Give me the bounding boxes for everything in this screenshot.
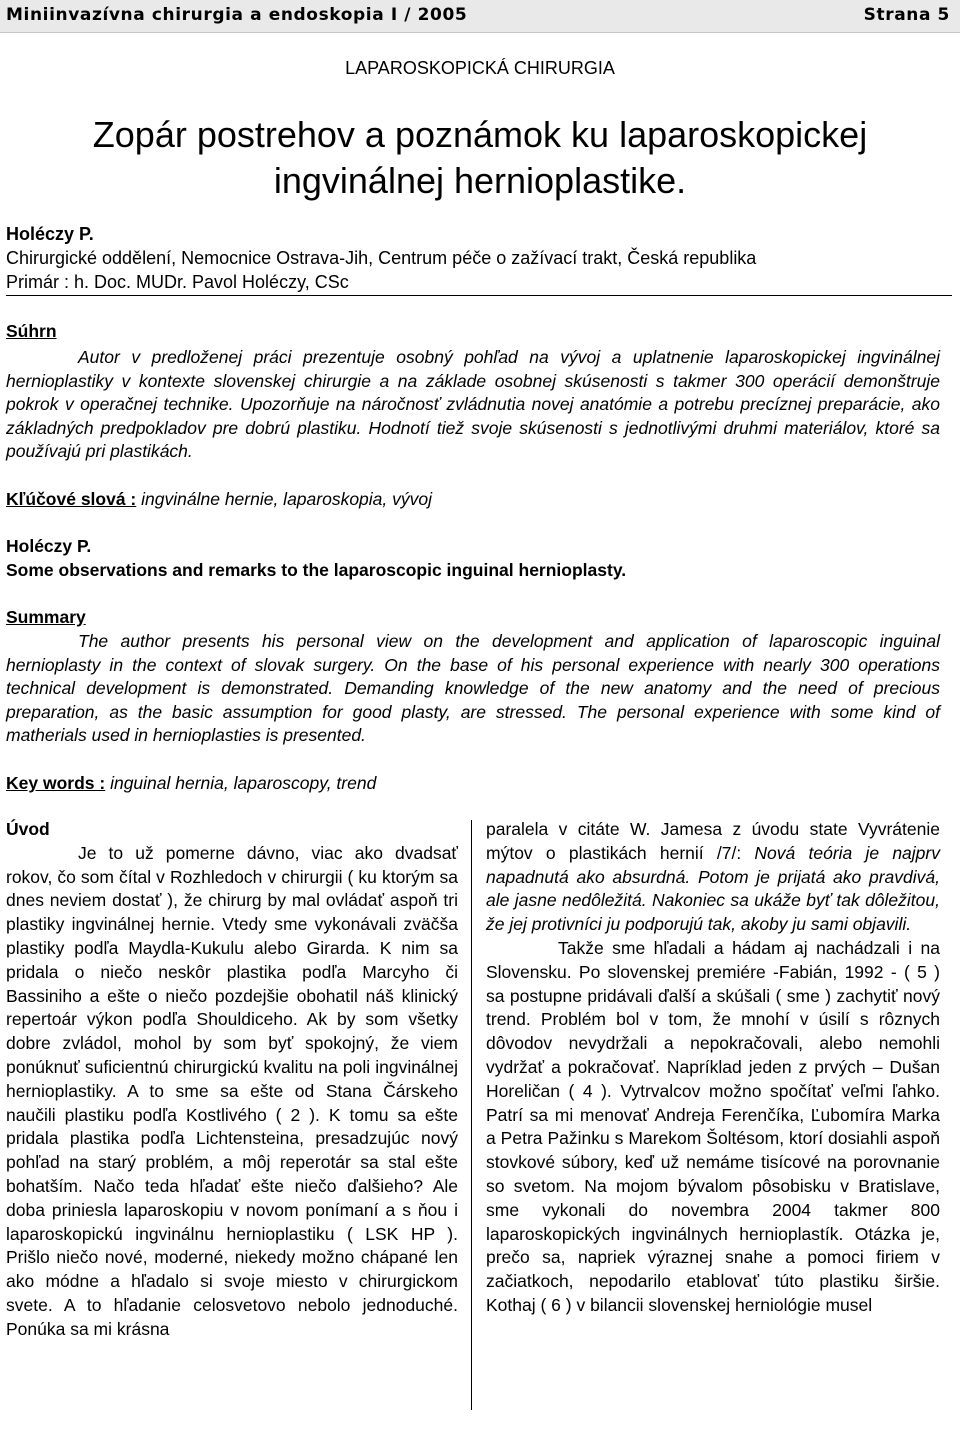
author-block: [6, 222, 756, 294]
en-abstract-heading: Summary: [6, 607, 86, 627]
en-keywords-value: inguinal hernia, laparoscopy, trend: [110, 773, 377, 793]
sk-abstract-heading-row: [6, 320, 940, 344]
slovakia-paragraph: Takže sme hľadali a hádam aj nachádzali i na Slovensku. Po slovenskej premiére -Fabián, 1992 - ( 5 ) sa postupne pridávali ďalší a skúšali ( sme ) zachytiť nový trend. Problém bol v tom, že mnohí v úsilí s rôznych dôvodov nevydržali a nepokračovali, alebo nemohli vydržať a pokračovať. Napríklad jeden z prvých – Dušan Horeličan ( 4 ). Vytrvalcov možno spočítať veľmi ľahko. Patrí sa mi menovať Andreja Ferenčíka, Ľubomíra Marka a Petra Pažinku s Marekom Šoltésom, ktorí dosiahli aspoň stovkové súbory, keď už nemáme tisícové na porovnanie so svetom. Na mojom bývalom pôsobisku v Bratislave, sme vykonali do novembra 2004 takmer 800 laparoskopických ingvinálnych hernioplastík. Otázka je, prečo sa, napriek výraznej snahe a pomoci firiem v začiatkoch, nepodarilo etablovať túto plastiku širšie. Kothaj ( 6 ) v bilancii slovenskej herniológie musel: [486, 937, 940, 1315]
section-label: LAPAROSKOPICKÁ CHIRURGIA: [345, 58, 615, 78]
en-title: Some observations and remarks to the laparoscopic inguinal hernioplasty.: [6, 560, 627, 580]
intro-paragraph: Je to už pomerne dávno, viac ako dvadsať rokov, čo som čítal v Rozhledoch v chirurgii ( ku ktorým sa dnes neviem dostať ), že chirurg by mal ovládať aspoň tri plastiky ingvinálnej hernie. Vtedy sme vykonávali zväčša plastiky podľa Maydla-Kukulu alebo Girarda. K nim sa pridala o niečo neskôr plastika podľa Marcyho či Bassiniho a ešte o niečo pozdejšie obohatil náš klinický repertoár výkon podľa Shouldiceho. Ak by som všetky dobre zvládol, mohol by som byť spokojný, že viem ponúknuť suficientnú chirurgickú kvalitu na poli ingvinálnej hernioplastiky. A to sme sa ešte od Stana Čárskeho naučili plastiku podľa Kostlivého ( 2 ). K tomu sa ešte pridala plastika podľa Lichtensteina, presadzujúc nový pohľad na starý problém, a môj reperotár sa stal ešte bohatším. Načo teda hľadať ešte niečo ďalšieho? Ale doba priniesla laparoskopiu v novom ponímaní a s ňou i laparoskopickú ingvinálnu hernioplastiku ( LSK HP ). Prišlo niečo nové, moderné, niekedy možno chápané len ako módne a hľadalo si svoje miesto v chirurgickom svete. A to hľadanie celosvetovo nebolo jednoduché. Ponúka sa mi krásna: [6, 842, 458, 1339]
article-title: Zopár postrehov a poznámok ku laparoskopickej ingvinálnej hernioplastike.: [92, 114, 868, 201]
quote-text: Nová teória je najprv napadnutá ako absurdná. Potom je prijatá ako pravdivá, ale jasne nedôležitá. Nakoniec sa ukáže byť tak dôležitou, že jej protivníci ju podporujú tak, akoby ju sami objavili.: [486, 842, 940, 935]
sk-abstract-text: Autor v predloženej práci prezentuje osobný pohľad na vývoj a uplatnenie laparoskopickej ingvinálnej hernioplastiky v kontexte slovenskej chirurgie a na základe osobnej skúsenosti s takmer 300 operácií demonštruje pokrok v operačnej technike. Upozorňuje na náročnosť zvládnutia novej anatómie a potrebu precíznej preparácie, ako základných predpokladov pre dobrú plastiku. Hodnotí tiež svoje skúsenosti s jednotlivými druhmi materiálov, ktoré sa používajú pri plastikách.: [6, 347, 940, 461]
body-left-column: [6, 818, 458, 1342]
en-keywords-label: Key words :: [6, 773, 106, 793]
en-abstract-heading-row: [6, 606, 940, 630]
sk-keywords: [6, 488, 940, 512]
sk-keywords-label: Kľúčové slová :: [6, 489, 137, 509]
page-number: Strana 5: [863, 5, 950, 25]
department-head: Primár : h. Doc. MUDr. Pavol Holéczy, CSc: [6, 272, 349, 292]
sk-abstract-heading: Súhrn: [6, 321, 57, 341]
en-author: Holéczy P.: [6, 536, 92, 556]
intro-heading: Úvod: [6, 819, 50, 839]
james-quote-paragraph: [486, 818, 940, 937]
body-right-column: [486, 818, 940, 1318]
journal-name: Miniinvazívna chirurgia a endoskopia I / 2005: [6, 5, 468, 25]
author-affiliation: Chirurgické oddělení, Nemocnice Ostrava-Jih, Centrum péče o zažívací trakt, Česká republika: [6, 248, 757, 268]
en-keywords: [6, 772, 940, 796]
author-name: Holéczy P.: [6, 224, 94, 244]
en-abstract-text: The author presents his personal view on the development and application of laparoscopic inguinal hernioplasty in the context of slovak surgery. On the base of his personal experience with nearly 300 operations technical development is demonstrated. Demanding knowledge of the new anatomy and the need of precious preparation, as the basic assumption for good plasty, are stressed. The personal experience with some kind of matherials used in hernioplasties is presented.: [6, 631, 940, 745]
quote-intro: paralela v citáte W. Jamesa z úvodu state Vyvrátenie mýtov o plastikách hernií /7/:: [486, 819, 940, 863]
header-divider: [6, 295, 952, 296]
sk-keywords-value: ingvinálne hernie, laparoskopia, vývoj: [141, 489, 433, 509]
journal-header-bar: [0, 0, 960, 33]
column-divider: [471, 820, 472, 1410]
